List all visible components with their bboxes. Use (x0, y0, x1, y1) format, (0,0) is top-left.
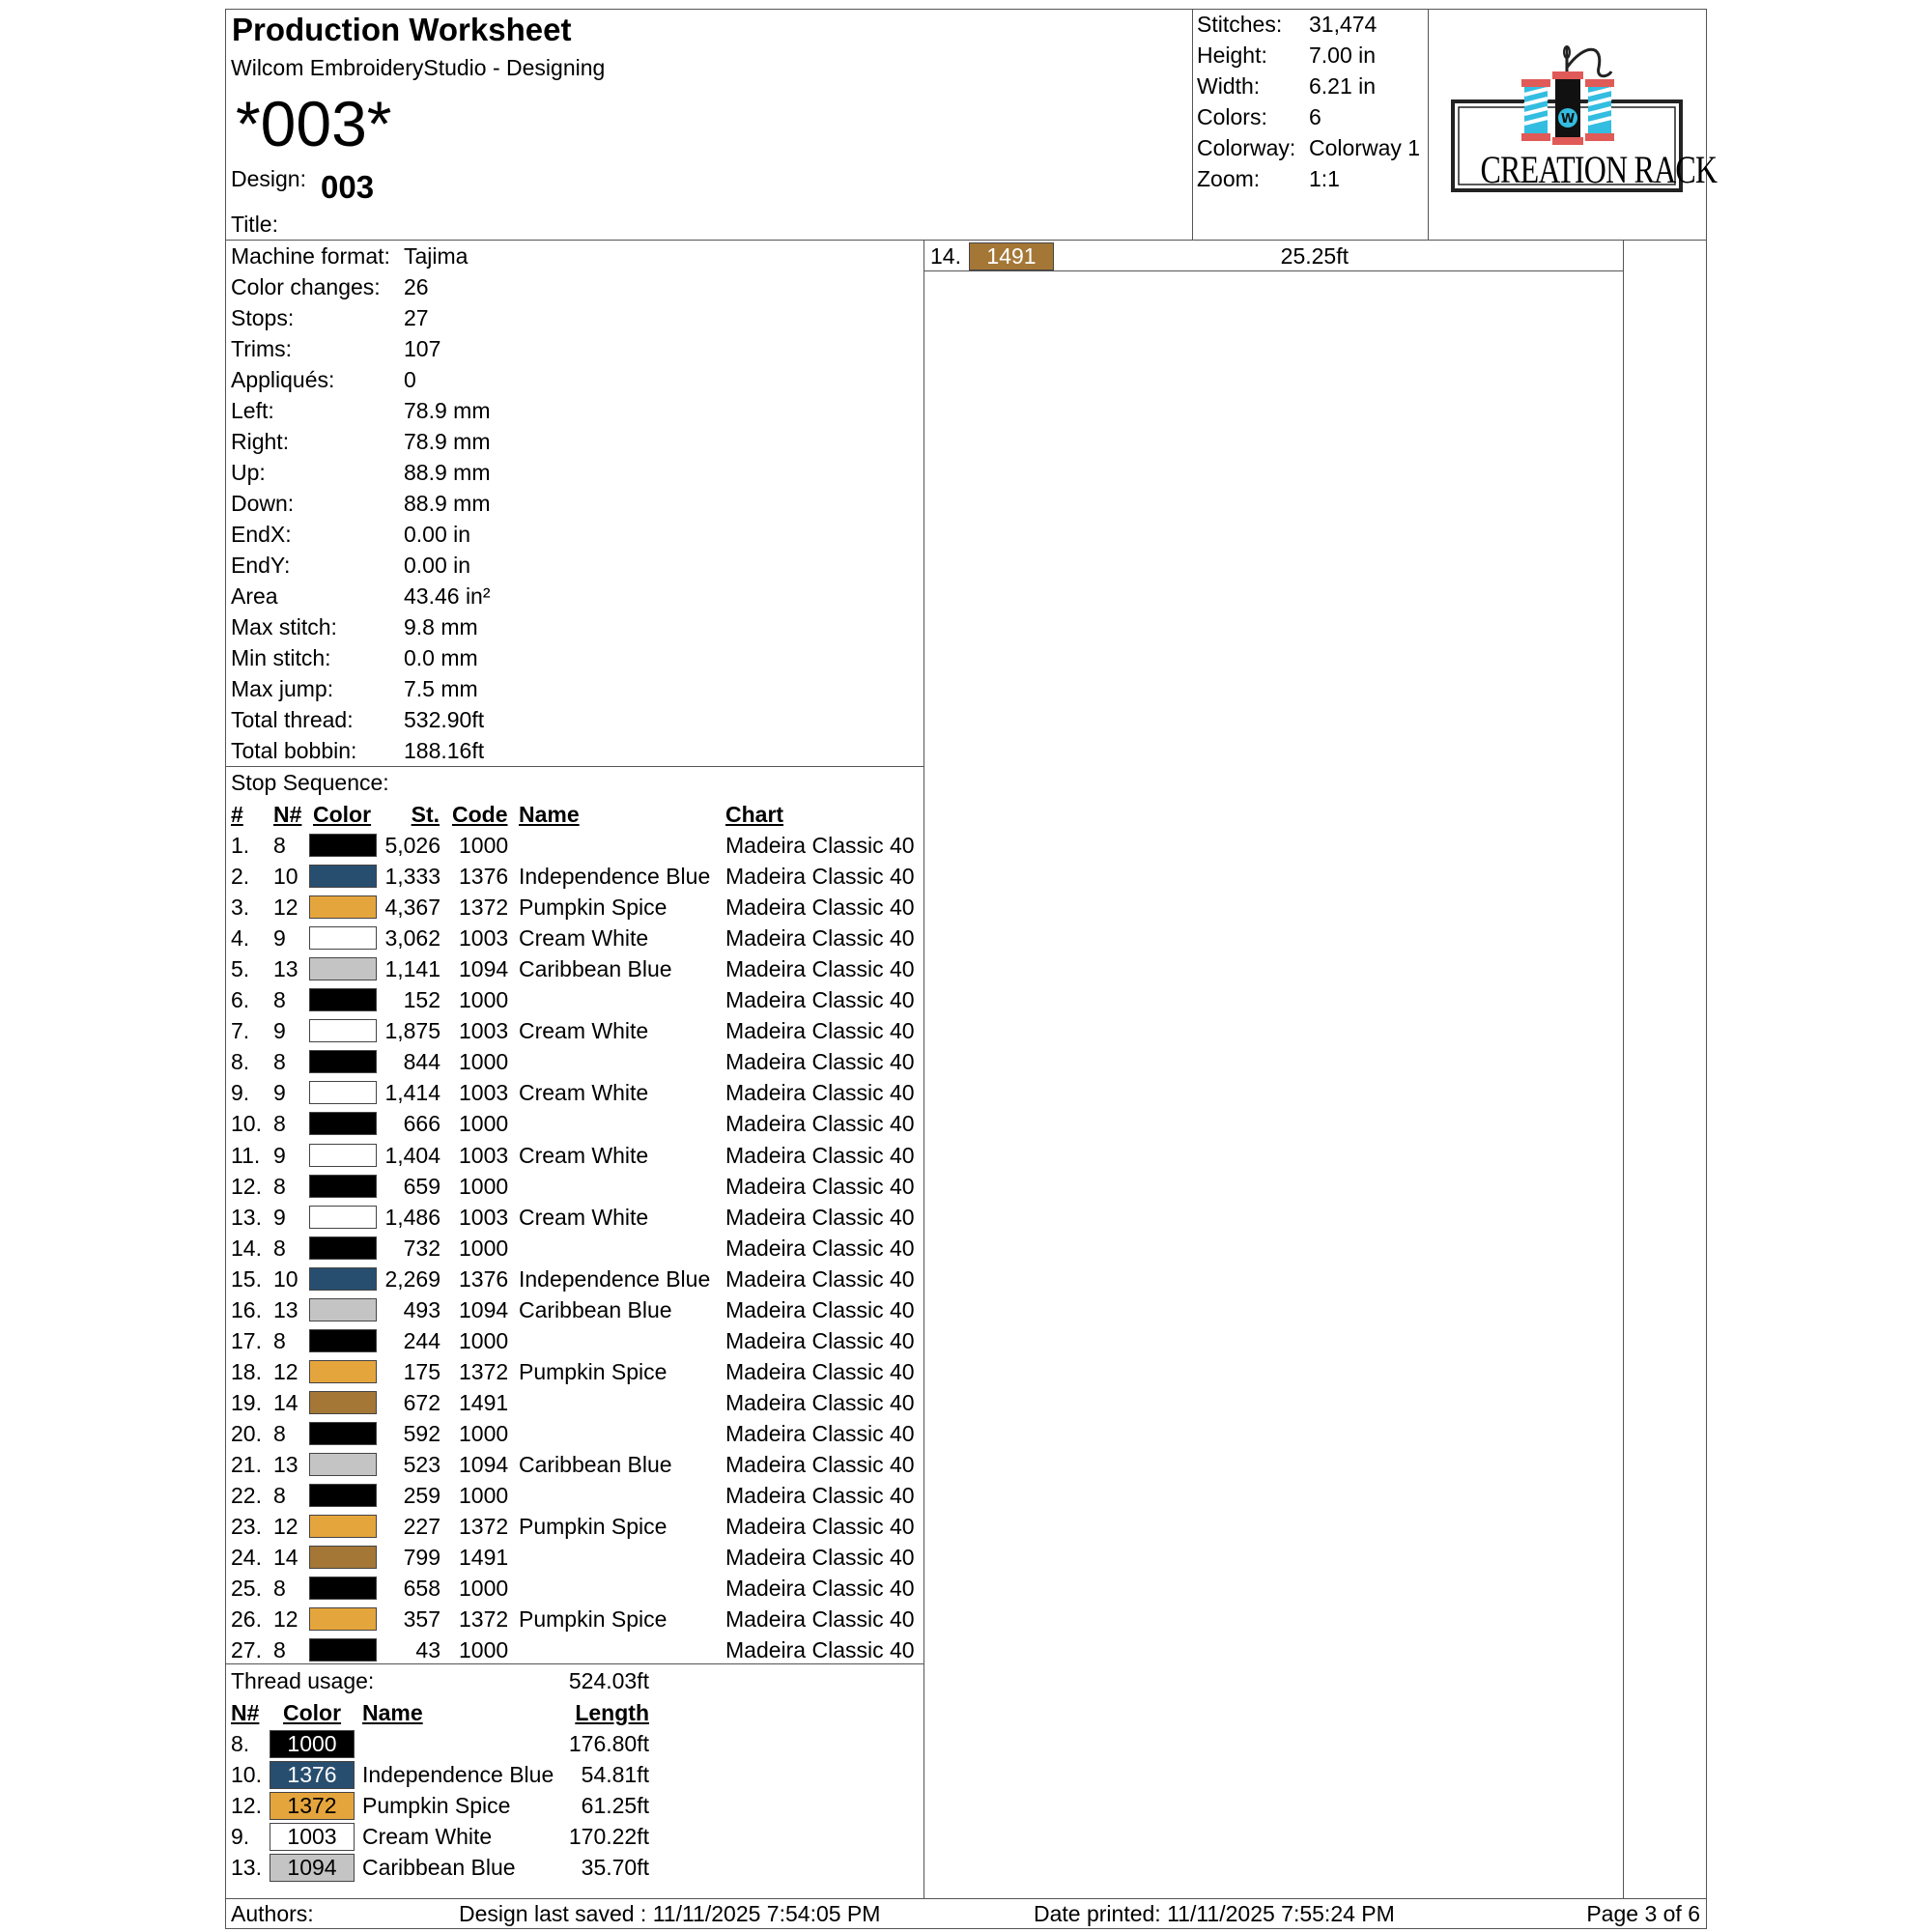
stop-row-num: 6. (231, 987, 250, 1013)
stop-row-num: 22. (231, 1483, 262, 1509)
machine-info-value: 9.8 mm (404, 614, 478, 639)
stop-row-stitches: 1,414 (384, 1080, 440, 1106)
stat-value: 31,474 (1309, 12, 1378, 37)
stop-row-stitches: 493 (403, 1296, 440, 1322)
thread-usage-heading: Thread usage: (231, 1668, 375, 1693)
stop-row-num: 23. (231, 1514, 262, 1540)
thread-usage-total: 524.03ft (568, 1668, 649, 1693)
stop-row-num: 9. (231, 1080, 250, 1106)
stop-row-chart: Madeira Classic 40 (725, 1049, 915, 1075)
thread-row-needle: 14. (930, 243, 961, 269)
stop-row-stitches: 227 (403, 1514, 440, 1540)
stop-row-needle: 8 (273, 1637, 286, 1663)
stop-row-num: 5. (231, 956, 250, 982)
stop-row-chart: Madeira Classic 40 (725, 925, 915, 952)
design-label: Design: (231, 166, 306, 191)
stop-row-needle: 12 (273, 895, 298, 921)
stop-row-num: 13. (231, 1204, 262, 1230)
stop-row-code: 1372 (459, 895, 509, 921)
stop-row-stitches: 2,269 (384, 1265, 440, 1292)
stop-row-code: 1000 (459, 1420, 509, 1446)
stop-row-needle: 8 (273, 1420, 286, 1446)
stop-row-stitches: 666 (403, 1111, 440, 1137)
machine-info-value: 0.00 in (404, 553, 471, 578)
stop-row-needle: 12 (273, 1606, 298, 1633)
stat-value: 1:1 (1309, 166, 1340, 191)
stop-row-color-swatch (309, 1607, 377, 1631)
stop-row-chart: Madeira Classic 40 (725, 1142, 915, 1168)
design-value: 003 (321, 169, 375, 205)
machine-info-label: Trims: (231, 336, 293, 361)
thread-row-color-chip: 1372 (270, 1792, 355, 1820)
stop-row-num: 4. (231, 925, 250, 952)
stop-row-name: Pumpkin Spice (519, 1606, 668, 1633)
stop-row-num: 12. (231, 1173, 262, 1199)
machine-info-value: 188.16ft (404, 738, 485, 763)
worksheet-page (225, 9, 1718, 1929)
stop-row-code: 1094 (459, 1452, 509, 1477)
machine-info-value: 0.00 in (404, 522, 471, 547)
stop-row-needle: 13 (273, 956, 298, 982)
machine-info-label: Max stitch: (231, 614, 337, 639)
stop-row-stitches: 1,404 (384, 1142, 440, 1168)
tu-col-needle: N# (231, 1700, 260, 1725)
stop-row-name: Independence Blue (519, 1265, 711, 1292)
title-label: Title: (231, 212, 278, 237)
stop-row-needle: 8 (273, 1049, 286, 1075)
stop-row-chart: Madeira Classic 40 (725, 1637, 915, 1663)
stop-row-code: 1003 (459, 1080, 509, 1106)
machine-info-label: Appliqués: (231, 367, 335, 392)
stop-row-color-swatch (309, 1546, 377, 1569)
stop-row-chart: Madeira Classic 40 (725, 1420, 915, 1446)
machine-info-label: Total bobbin: (231, 738, 357, 763)
machine-info-label: Area (231, 583, 278, 609)
stop-row-chart: Madeira Classic 40 (725, 956, 915, 982)
stop-row-stitches: 5,026 (384, 833, 440, 858)
stop-row-chart: Madeira Classic 40 (725, 1080, 915, 1106)
logo-text: CREATION RACK (1480, 148, 1718, 191)
stop-row-name: Cream White (519, 1142, 649, 1168)
stop-row-stitches: 658 (403, 1576, 440, 1602)
machine-info-value: 0 (404, 367, 416, 392)
tu-col-name: Name (362, 1700, 423, 1725)
stop-row-code: 1000 (459, 833, 509, 858)
stop-row-code: 1094 (459, 956, 509, 982)
stop-row-stitches: 592 (403, 1420, 440, 1446)
stop-row-code: 1491 (459, 1545, 509, 1571)
thread-row-needle: 10. (231, 1762, 262, 1787)
stop-row-chart: Madeira Classic 40 (725, 1514, 915, 1540)
stop-row-color-swatch (309, 1081, 377, 1104)
machine-info-value: 88.9 mm (404, 491, 491, 516)
stat-value: 6.21 in (1309, 73, 1377, 99)
stop-row-needle: 8 (273, 833, 286, 858)
stop-row-chart: Madeira Classic 40 (725, 1389, 915, 1415)
footer-page-number: Page 3 of 6 (1586, 1901, 1700, 1926)
stop-row-code: 1372 (459, 1606, 509, 1633)
stop-row-chart: Madeira Classic 40 (725, 833, 915, 858)
stop-row-code: 1000 (459, 1327, 509, 1353)
stop-row-color-swatch (309, 1236, 377, 1260)
stop-row-chart: Madeira Classic 40 (725, 1483, 915, 1509)
stop-row-stitches: 523 (403, 1452, 440, 1477)
stat-label: Zoom: (1197, 166, 1261, 191)
thread-row-length: 176.80ft (568, 1731, 649, 1756)
stop-row-color-swatch (309, 1484, 377, 1507)
stop-row-color-swatch (309, 1329, 377, 1352)
machine-info-value: 7.5 mm (404, 676, 478, 701)
stop-row-stitches: 259 (403, 1483, 440, 1509)
tu-col-length: Length (575, 1700, 649, 1725)
stop-row-needle: 12 (273, 1358, 298, 1384)
machine-info-label: Max jump: (231, 676, 334, 701)
stop-row-name: Independence Blue (519, 864, 711, 890)
stop-row-color-swatch (309, 1391, 377, 1414)
stop-row-name: Cream White (519, 1018, 649, 1044)
stop-row-needle: 8 (273, 987, 286, 1013)
stop-row-color-swatch (309, 1515, 377, 1538)
stat-value: 6 (1309, 104, 1321, 129)
stop-row-name: Pumpkin Spice (519, 1514, 668, 1540)
stop-row-color-swatch (309, 1422, 377, 1445)
stop-row-num: 27. (231, 1637, 262, 1663)
software-name: Wilcom EmbroideryStudio - Designing (231, 55, 606, 80)
stop-row-code: 1003 (459, 925, 509, 952)
stop-row-color-swatch (309, 1298, 377, 1321)
stop-row-needle: 14 (273, 1545, 298, 1571)
stop-row-num: 3. (231, 895, 250, 921)
stop-row-stitches: 799 (403, 1545, 440, 1571)
machine-info-value: Tajima (404, 243, 469, 269)
stop-row-needle: 8 (273, 1111, 286, 1137)
stop-row-code: 1376 (459, 864, 509, 890)
stop-row-code: 1003 (459, 1018, 509, 1044)
machine-info-value: 532.90ft (404, 707, 485, 732)
stop-row-color-swatch (309, 1206, 377, 1229)
thread-row-name: Independence Blue (362, 1762, 554, 1787)
stop-row-needle: 13 (273, 1296, 298, 1322)
thread-row-length: 170.22ft (568, 1824, 649, 1849)
stop-row-code: 1094 (459, 1296, 509, 1322)
stop-row-num: 25. (231, 1576, 262, 1602)
stop-row-num: 17. (231, 1327, 262, 1353)
stop-row-num: 8. (231, 1049, 250, 1075)
stop-row-color-swatch (309, 895, 377, 919)
stop-row-num: 18. (231, 1358, 262, 1384)
thread-row-needle: 13. (231, 1855, 262, 1880)
thread-row-color-chip: 1376 (270, 1761, 355, 1789)
stop-row-num: 24. (231, 1545, 262, 1571)
stop-row-name: Cream White (519, 925, 649, 952)
stat-value: 7.00 in (1309, 43, 1377, 68)
stop-row-needle: 12 (273, 1514, 298, 1540)
worksheet-title: Production Worksheet (232, 12, 572, 47)
stop-row-code: 1491 (459, 1389, 509, 1415)
thread-row-name: Caribbean Blue (362, 1855, 516, 1880)
stop-row-color-swatch (309, 1175, 377, 1198)
stop-row-code: 1000 (459, 1049, 509, 1075)
stop-row-name: Cream White (519, 1080, 649, 1106)
stat-label: Width: (1197, 73, 1261, 99)
col-code: Code (452, 802, 508, 827)
stop-row-chart: Madeira Classic 40 (725, 1545, 915, 1571)
stop-row-stitches: 732 (403, 1235, 440, 1261)
stop-row-num: 10. (231, 1111, 262, 1137)
machine-info-label: EndY: (231, 553, 291, 578)
stop-row-chart: Madeira Classic 40 (725, 864, 915, 890)
stop-row-num: 21. (231, 1452, 262, 1477)
thread-row-length: 25.25ft (1280, 243, 1349, 269)
stop-row-needle: 8 (273, 1235, 286, 1261)
stop-row-color-swatch (309, 865, 377, 888)
machine-info-value: 26 (404, 274, 429, 299)
stop-row-name: Cream White (519, 1204, 649, 1230)
stop-row-needle: 9 (273, 1204, 286, 1230)
stop-row-num: 26. (231, 1606, 262, 1633)
stop-row-name: Caribbean Blue (519, 1452, 672, 1477)
stop-row-code: 1000 (459, 1111, 509, 1137)
stop-row-stitches: 659 (403, 1173, 440, 1199)
stop-row-needle: 10 (273, 1265, 298, 1292)
thread-row-needle: 8. (231, 1731, 250, 1756)
stop-row-stitches: 4,367 (384, 895, 440, 921)
stop-row-color-swatch (309, 1144, 377, 1167)
stop-row-needle: 9 (273, 1080, 286, 1106)
stop-row-num: 14. (231, 1235, 262, 1261)
stop-row-stitches: 175 (403, 1358, 440, 1384)
stop-row-stitches: 1,141 (384, 956, 440, 982)
col-chart: Chart (725, 802, 784, 827)
tu-col-color: Color (283, 1700, 342, 1725)
machine-info-label: Min stitch: (231, 645, 331, 670)
col-needle: N# (273, 802, 302, 827)
stop-row-color-swatch (309, 1267, 377, 1291)
stop-row-chart: Madeira Classic 40 (725, 1018, 915, 1044)
stop-row-color-swatch (309, 926, 377, 950)
thread-row-name: Pumpkin Spice (362, 1793, 511, 1818)
stop-row-code: 1003 (459, 1142, 509, 1168)
stop-row-num: 16. (231, 1296, 262, 1322)
stop-row-code: 1376 (459, 1265, 509, 1292)
machine-info-label: Total thread: (231, 707, 354, 732)
stop-row-color-swatch (309, 834, 377, 857)
stop-row-color-swatch (309, 1577, 377, 1600)
col-name: Name (519, 802, 580, 827)
thread-row-length: 61.25ft (581, 1793, 649, 1818)
stop-row-needle: 9 (273, 925, 286, 952)
stat-label: Colors: (1197, 104, 1267, 129)
stop-row-code: 1000 (459, 1235, 509, 1261)
stop-row-stitches: 244 (403, 1327, 440, 1353)
stop-row-needle: 10 (273, 864, 298, 890)
stop-row-chart: Madeira Classic 40 (725, 1327, 915, 1353)
stop-row-stitches: 844 (403, 1049, 440, 1075)
thread-row-length: 54.81ft (581, 1762, 649, 1787)
machine-info-label: Color changes: (231, 274, 381, 299)
stop-row-chart: Madeira Classic 40 (725, 895, 915, 921)
stat-label: Stitches: (1197, 12, 1283, 37)
stop-row-code: 1003 (459, 1204, 509, 1230)
stop-row-stitches: 43 (415, 1637, 440, 1663)
thread-row-name: Cream White (362, 1824, 493, 1849)
stop-row-color-swatch (309, 1360, 377, 1383)
machine-info-label: Machine format: (231, 243, 390, 269)
stop-row-stitches: 357 (403, 1606, 440, 1633)
stop-row-color-swatch (309, 1050, 377, 1073)
stop-row-chart: Madeira Classic 40 (725, 1358, 915, 1384)
stop-row-chart: Madeira Classic 40 (725, 1452, 915, 1477)
stop-row-color-swatch (309, 1112, 377, 1135)
stop-sequence-heading: Stop Sequence: (231, 770, 389, 795)
stop-row-color-swatch (309, 1453, 377, 1476)
stop-row-chart: Madeira Classic 40 (725, 1111, 915, 1137)
thread-row-needle: 9. (231, 1824, 250, 1849)
stop-row-stitches: 1,333 (384, 864, 440, 890)
creation-rack-logo (1449, 39, 1718, 198)
thread-row-color-chip: 1003 (270, 1823, 355, 1851)
stop-row-stitches: 152 (403, 987, 440, 1013)
stop-row-code: 1372 (459, 1514, 509, 1540)
machine-info-value: 43.46 in² (404, 583, 491, 609)
stop-row-code: 1372 (459, 1358, 509, 1384)
machine-info-label: Stops: (231, 305, 295, 330)
stop-row-chart: Madeira Classic 40 (725, 1296, 915, 1322)
stop-row-name: Pumpkin Spice (519, 1358, 668, 1384)
stop-row-stitches: 3,062 (384, 925, 440, 952)
machine-info-label: Down: (231, 491, 295, 516)
thread-row-length: 35.70ft (581, 1855, 649, 1880)
stop-row-chart: Madeira Classic 40 (725, 1576, 915, 1602)
stop-row-color-swatch (309, 1019, 377, 1042)
machine-info-label: Up: (231, 460, 266, 485)
machine-info-value: 0.0 mm (404, 645, 478, 670)
design-barcode-text: *003* (236, 88, 392, 159)
stop-row-code: 1000 (459, 987, 509, 1013)
stop-row-num: 2. (231, 864, 250, 890)
machine-info-label: Right: (231, 429, 290, 454)
footer-authors: Authors: (231, 1901, 314, 1926)
stop-row-stitches: 1,875 (384, 1018, 440, 1044)
stat-value: Colorway 1 (1309, 135, 1421, 160)
machine-info-value: 88.9 mm (404, 460, 491, 485)
stop-row-stitches: 672 (403, 1389, 440, 1415)
stop-row-needle: 9 (273, 1142, 286, 1168)
stop-row-color-swatch (309, 1638, 377, 1662)
stop-row-code: 1000 (459, 1483, 509, 1509)
machine-info-value: 27 (404, 305, 429, 330)
stop-row-stitches: 1,486 (384, 1204, 440, 1230)
thread-row-color-chip: 1000 (270, 1730, 355, 1758)
stop-row-needle: 8 (273, 1327, 286, 1353)
stop-row-needle: 8 (273, 1483, 286, 1509)
stop-row-needle: 14 (273, 1389, 298, 1415)
stop-row-needle: 9 (273, 1018, 286, 1044)
col-stitches: St. (411, 802, 440, 827)
stat-label: Height: (1197, 43, 1267, 68)
stat-label: Colorway: (1197, 135, 1296, 160)
stop-row-color-swatch (309, 957, 377, 980)
machine-info-value: 78.9 mm (404, 429, 491, 454)
stop-row-num: 20. (231, 1420, 262, 1446)
col-color: Color (313, 802, 372, 827)
stop-row-code: 1000 (459, 1576, 509, 1602)
stop-row-chart: Madeira Classic 40 (725, 1606, 915, 1633)
stop-row-code: 1000 (459, 1637, 509, 1663)
stop-row-name: Caribbean Blue (519, 956, 672, 982)
stop-row-num: 1. (231, 833, 250, 858)
stop-row-chart: Madeira Classic 40 (725, 1265, 915, 1292)
col-num: # (231, 802, 243, 827)
stop-row-chart: Madeira Classic 40 (725, 987, 915, 1013)
thread-row-color-chip: 1491 (969, 242, 1054, 270)
machine-info-label: Left: (231, 398, 274, 423)
stop-row-chart: Madeira Classic 40 (725, 1235, 915, 1261)
thread-row-needle: 12. (231, 1793, 262, 1818)
stop-row-code: 1000 (459, 1173, 509, 1199)
stop-row-name: Pumpkin Spice (519, 895, 668, 921)
machine-info-value: 78.9 mm (404, 398, 491, 423)
stop-row-needle: 13 (273, 1452, 298, 1477)
stop-row-num: 7. (231, 1018, 250, 1044)
stop-row-color-swatch (309, 988, 377, 1011)
svg-text:W: W (1560, 112, 1576, 127)
stop-row-needle: 8 (273, 1173, 286, 1199)
stop-row-chart: Madeira Classic 40 (725, 1204, 915, 1230)
machine-info-value: 107 (404, 336, 441, 361)
footer-date-printed: Date printed: 11/11/2025 7:55:24 PM (1034, 1901, 1395, 1926)
stop-row-num: 15. (231, 1265, 262, 1292)
footer-last-saved: Design last saved : 11/11/2025 7:54:05 PM (459, 1901, 881, 1926)
stop-row-num: 19. (231, 1389, 262, 1415)
stop-row-num: 11. (231, 1142, 261, 1168)
stop-row-name: Caribbean Blue (519, 1296, 672, 1322)
thread-row-color-chip: 1094 (270, 1854, 355, 1882)
stop-row-needle: 8 (273, 1576, 286, 1602)
machine-info-label: EndX: (231, 522, 292, 547)
stop-row-chart: Madeira Classic 40 (725, 1173, 915, 1199)
